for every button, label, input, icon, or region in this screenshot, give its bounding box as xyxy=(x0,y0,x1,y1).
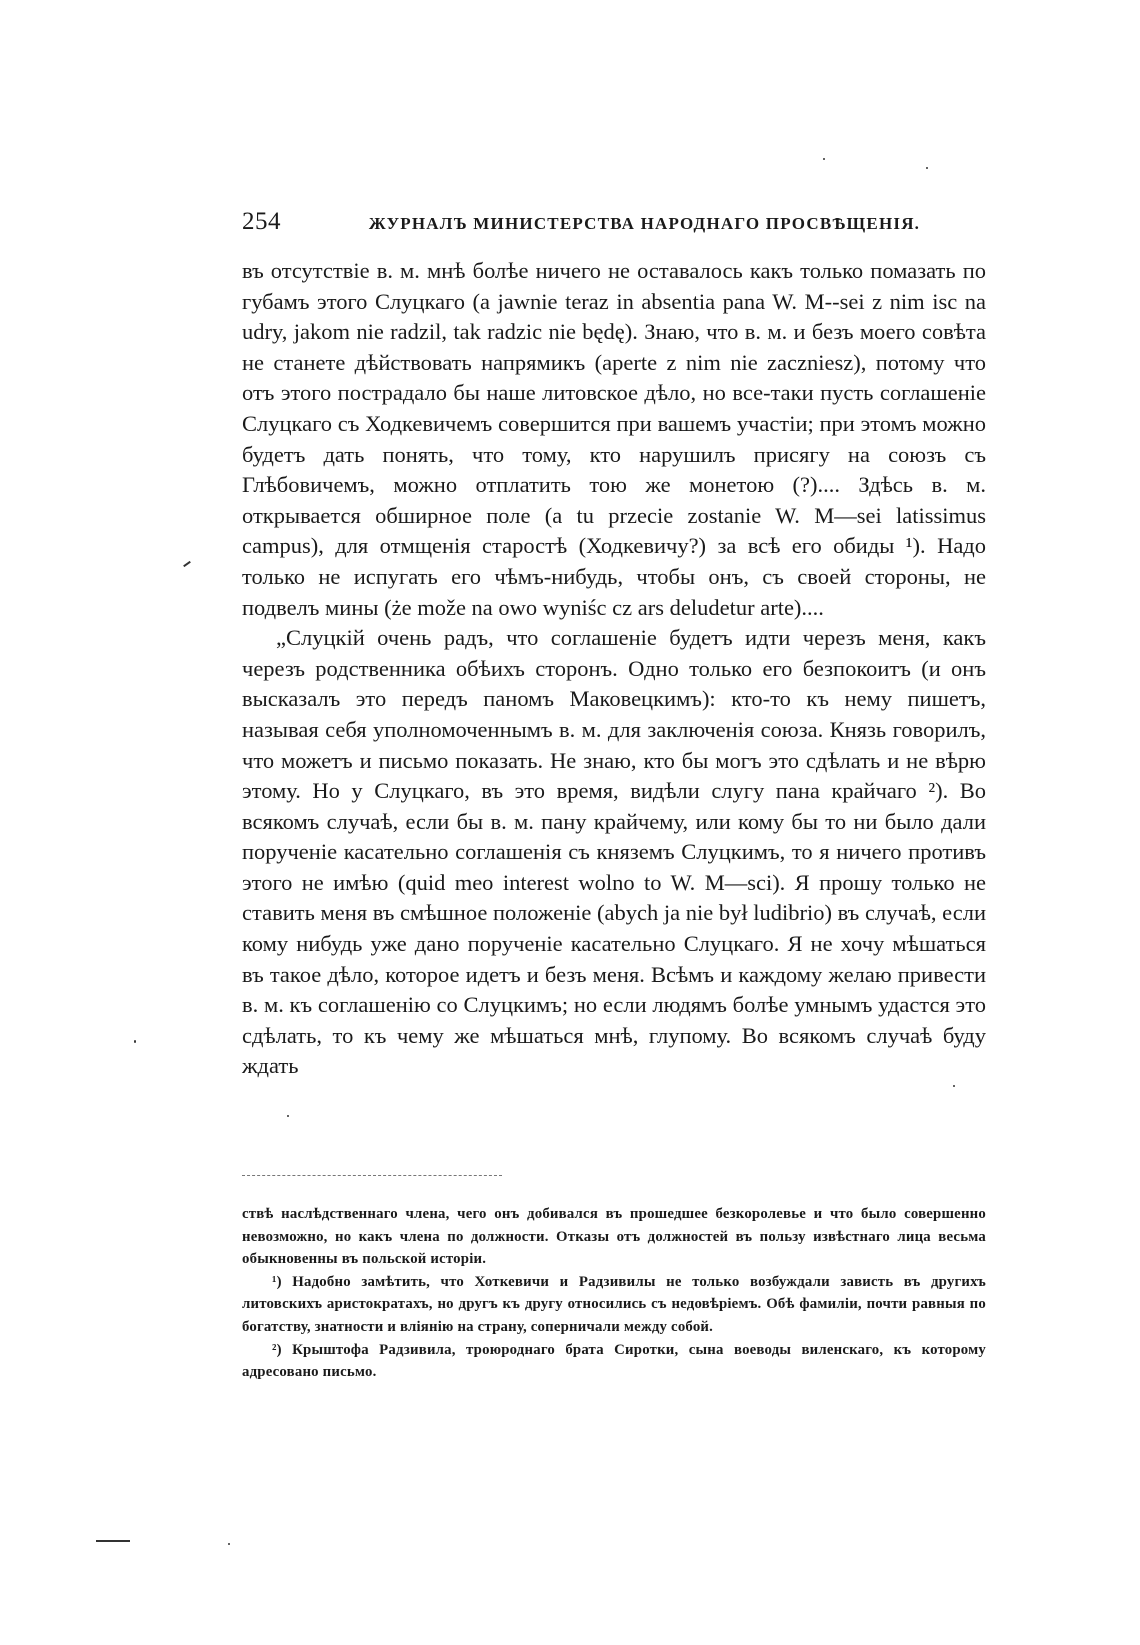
margin-mark xyxy=(183,561,191,567)
footnote-separator xyxy=(242,1175,502,1176)
body-paragraph-1: въ отсутствіе в. м. мнѣ болѣе ничего не оставалось какъ только помазать по губамъ этого Слуцкаго (a jawnie teraz in absentia pana W. M--sei z nim isc na udry, jakom nie radzil, tak radzic nie będę). Знаю, что в. м. и безъ моего совѣта не станете дѣйствовать напрямикъ (aperte z nim nie zaczniesz), потому что отъ этого пострадало бы наше литовское дѣло, но все-таки пусть соглашеніе Слуцкаго съ Ходкевичемъ совершится при вашемъ участіи; при этомъ можно будетъ дать понять, что тому, кто нарушилъ присягу на союзъ съ Глѣбовичемъ, можно отплатить тою же монетою (?).... Здѣсь в. м. открывается обширное поле (a tu przecie zostanie W. M—sei latissimus campus), для отмщенія старостѣ (Ходкевичу?) за всѣ его обиды ¹). Надо только не испугать его чѣмъ-нибудь, чтобы онъ, съ своей стороны, не подвелъ мины (że može na owo wyniśc cz ars deludetur arte).... xyxy=(242,258,986,620)
margin-mark xyxy=(96,1540,130,1542)
scan-speck xyxy=(953,1085,955,1087)
scan-speck xyxy=(228,1543,230,1545)
scan-speck xyxy=(823,158,825,160)
footnotes xyxy=(242,1203,986,1384)
footnote-1: ¹) Надобно замѣтить, что Хоткевичи и Радзивилы не только возбуждали зависть въ другихъ литовскихъ аристократахъ, но другъ къ другу относились съ недовѣріемъ. Обѣ фамиліи, почти равныя по богатству, знатности и вліянію на страну, соперничали между собой. xyxy=(242,1273,986,1335)
scan-speck xyxy=(926,167,928,169)
body-paragraph-2: „Слуцкій очень радъ, что соглашеніе будетъ идти черезъ меня, какъ черезъ родственника обѣихъ сторонъ. Одно только его безпокоитъ (и онъ высказалъ это передъ паномъ Маковецкимъ): кто-то къ нему пишетъ, называя себя уполномоченнымъ в. м. для заключенія союза. Князь говорилъ, что можетъ и письмо показать. Не знаю, кто бы могъ это сдѣлать и не вѣрю этому. Но у Слуцкаго, въ это время, видѣли слугу пана крайчаго ²). Во всякомъ случаѣ, если бы в. м. пану крайчему, или кому бы то ни было дали порученіе касательно соглашенія съ княземъ Слуцкимъ, то я ничего противъ этого не имѣю (quid meo interest wolno to W. M—sci). Я прошу только не ставить меня въ смѣшное положеніе (abych ja nie był ludibrio) въ случаѣ, если кому нибудь уже дано порученіе касательно Слуцкаго. Я не хочу мѣшаться въ такое дѣло, которое идетъ и безъ меня. Всѣмъ и каждому желаю привести в. м. къ соглашенію со Слуцкимъ; но если людямъ болѣе умнымъ удастся это сдѣлать, то къ чему же мѣшаться мнѣ, глупому. Во всякомъ случаѣ буду ждать xyxy=(242,625,986,1079)
running-title: ЖУРНАЛЪ МИНИСТЕРСТВА НАРОДНАГО ПРОСВѢЩЕНІЯ. xyxy=(368,214,921,233)
page-header xyxy=(242,208,986,238)
scan-speck xyxy=(134,1040,136,1043)
main-text xyxy=(242,256,986,1082)
scan-speck xyxy=(287,1115,289,1117)
footnote-2: ²) Крыштофа Радзивила, троюроднаго брата Сиротки, сына воеводы виленскаго, къ которому адресовано письмо. xyxy=(242,1341,986,1381)
page-number: 254 xyxy=(242,208,281,235)
footnote-continuation: ствѣ наслѣдственнаго члена, чего онъ добивался въ прошедшее безкоролевье и что было совершенно невозможно, но какъ члена по должности. Отказы отъ должностей въ пользу извѣстнаго лица весьма обыкновенны въ польской исторіи. xyxy=(242,1206,986,1268)
